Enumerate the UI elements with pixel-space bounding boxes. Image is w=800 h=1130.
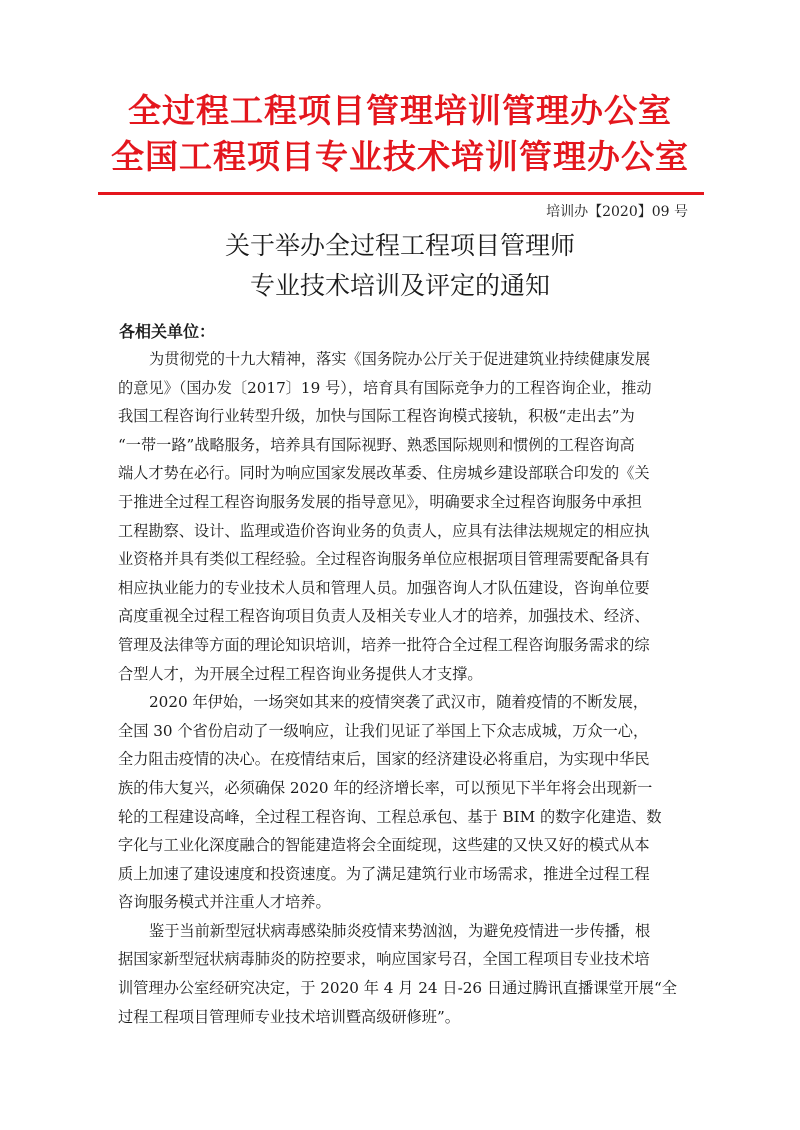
body-line: 全国 30 个省份启动了一级响应，让我们见证了举国上下众志成城，万众一心， — [118, 721, 649, 740]
body-line: 合型人才，为开展全过程工程咨询业务提供人才支撑。 — [118, 664, 483, 683]
body-line: 据国家新型冠状病毒肺炎的防控要求，响应国家号召，全国工程项目专业技术培 — [118, 950, 650, 969]
body-line: 于推进全过程工程咨询服务发展的指导意见》，明确要求全过程咨询服务中承担 — [118, 492, 642, 511]
body-line: 我国工程咨询行业转型升级，加快与国际工程咨询模式接轨，积极“走出去”为 — [118, 407, 635, 426]
title-line-1: 关于举办全过程工程项目管理师 — [224, 231, 575, 260]
body-line: 字化与工业化深度融合的智能建造将会全面绽现，这些建的又快又好的模式从本 — [118, 836, 650, 855]
letterhead-line-1: 全过程工程项目管理培训管理办公室 — [128, 91, 672, 130]
body-line: 族的伟大复兴，必须确保 2020 年的经济增长率，可以预见下半年将会出现新一 — [118, 778, 653, 797]
body-line: 的意见》（国办发〔2017〕19 号），培育具有国际竞争力的工程咨询企业，推动 — [118, 378, 652, 397]
body-line: 全力阻击疫情的决心。在疫情结束后，国家的经济建设必将重启，为实现中华民 — [118, 750, 650, 769]
body-line: 鉴于当前新型冠状病毒感染肺炎疫情来势汹汹，为避免疫情进一步传播，根 — [149, 921, 651, 940]
red-divider — [98, 192, 704, 195]
body-line: 为贯彻党的十九大精神，落实《国务院办公厅关于促进建筑业持续健康发展 — [149, 350, 651, 368]
body-line: 端人才势在必行。同时为响应国家发展改革委、住房城乡建设部联合印发的《关 — [118, 464, 650, 483]
body-line: 管理及法律等方面的理论知识培训，培养一批符合全过程工程咨询服务需求的综 — [118, 635, 650, 654]
body-line: 工程勘察、设计、监理或造价咨询业务的负责人，应具有法律法规规定的相应执 — [118, 521, 650, 540]
salutation: 各相关单位： — [119, 322, 216, 341]
document-number: 培训办【2020】09 号 — [546, 204, 688, 220]
letterhead-line-2: 全国工程项目专业技术培训管理办公室 — [111, 137, 689, 176]
paragraph-1 — [118, 345, 684, 688]
body-line: 咨询服务模式并注重人才培养。 — [118, 893, 331, 912]
body-line: 过程工程项目管理师专业技术培训暨高级研修班”。 — [118, 1007, 460, 1026]
notice-title — [0, 226, 800, 306]
body-line: 训管理办公室经研究决定，于 2020 年 4 月 24 日-26 日通过腾讯直播课堂开展“全 — [118, 979, 677, 998]
body-line: “一带一路”战略服务，培养具有国际视野、熟悉国际规则和惯例的工程咨询高 — [118, 435, 635, 454]
body-line: 2020 年伊始，一场突如其来的疫情突袭了武汉市，随着疫情的不断发展， — [149, 693, 649, 712]
body-line: 质上加速了建设速度和投资速度。为了满足建筑行业市场需求，推进全过程工程 — [118, 864, 650, 883]
title-line-2: 专业技术培训及评定的通知 — [249, 271, 550, 300]
paragraph-3 — [118, 917, 684, 1031]
body-line: 高度重视全过程工程咨询项目负责人及相关专业人才的培养，加强技术、经济、 — [118, 607, 650, 626]
body-line: 相应执业能力的专业技术人员和管理人员。加强咨询人才队伍建设，咨询单位要 — [118, 578, 650, 597]
notice-body — [118, 345, 684, 1031]
body-line: 轮的工程建设高峰，全过程工程咨询、工程总承包、基于 BIM 的数字化建造、数 — [118, 807, 662, 826]
body-line: 业资格并具有类似工程经验。全过程咨询服务单位应根据项目管理需要配备具有 — [118, 550, 650, 569]
paragraph-2 — [118, 688, 684, 917]
letterhead — [0, 88, 800, 180]
